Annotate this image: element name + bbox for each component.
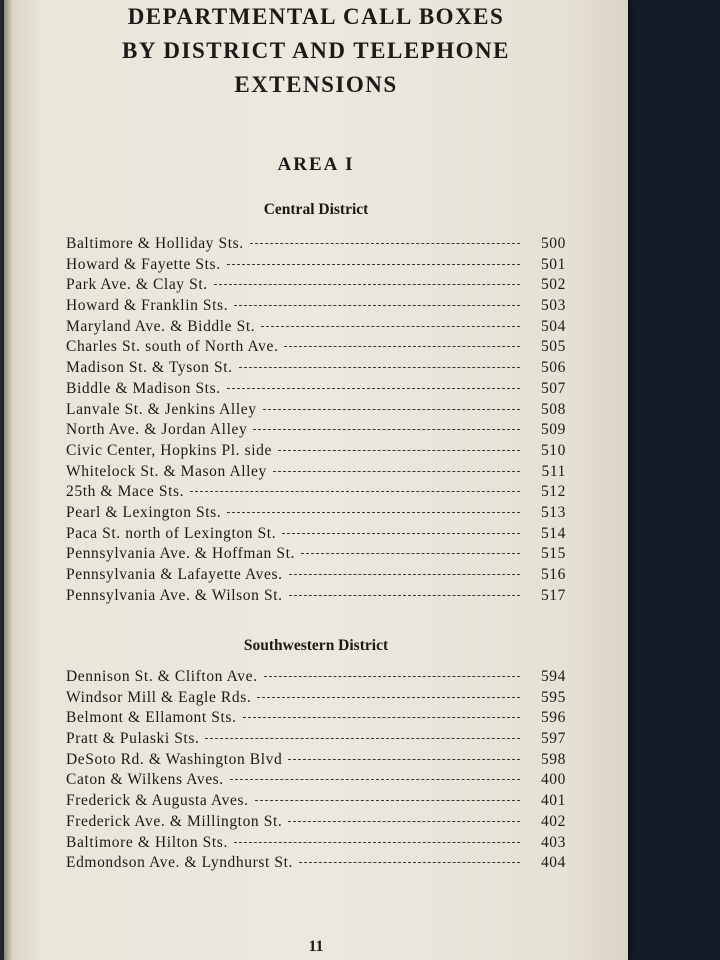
dot-leader [289, 595, 520, 596]
dot-leader [299, 862, 520, 863]
dot-leader [214, 284, 520, 285]
list-item [66, 380, 566, 401]
telephone-extension: 403 [540, 833, 566, 851]
call-box-location: Madison St. & Tyson St. [66, 359, 233, 377]
list-item [66, 401, 566, 422]
telephone-extension: 509 [540, 421, 566, 439]
dot-leader [289, 574, 520, 575]
call-box-location: Pennsylvania Ave. & Wilson St. [66, 586, 283, 604]
call-box-location: Frederick & Augusta Aves. [66, 792, 249, 810]
telephone-extension: 501 [540, 255, 566, 273]
dot-leader [227, 264, 520, 265]
call-box-location: Baltimore & Holliday Sts. [66, 235, 244, 252]
call-box-location: Baltimore & Hilton Sts. [66, 833, 228, 851]
list-item [66, 483, 566, 504]
call-box-location: Howard & Franklin Sts. [66, 297, 229, 315]
page-spine-shadow [4, 0, 12, 960]
dot-leader [278, 450, 520, 451]
call-box-location: Dennison St. & Clifton Ave. [66, 668, 258, 685]
telephone-extension: 508 [540, 400, 566, 418]
central-district-list [66, 235, 566, 607]
telephone-extension: 507 [540, 379, 566, 397]
list-item [66, 566, 566, 587]
telephone-extension: 404 [540, 854, 566, 872]
telephone-extension: 402 [540, 812, 566, 830]
list-item [66, 463, 566, 484]
list-item [66, 668, 566, 689]
dot-leader [257, 697, 520, 698]
district-heading-southwestern: Southwestern District [243, 637, 389, 654]
southwestern-district-list [66, 668, 566, 875]
telephone-extension: 506 [540, 359, 566, 377]
dot-leader [284, 346, 520, 347]
call-box-location: Biddle & Madison Sts. [66, 379, 221, 397]
call-box-location: Caton & Wilkens Aves. [66, 771, 224, 789]
call-box-location: Whitelock St. & Mason Alley [66, 462, 267, 480]
dot-leader [227, 388, 520, 389]
list-item [66, 318, 566, 339]
telephone-extension: 597 [540, 730, 566, 748]
dot-leader [273, 471, 520, 472]
call-box-location: Maryland Ave. & Biddle St. [66, 317, 256, 335]
telephone-extension: 505 [540, 338, 566, 356]
telephone-extension: 504 [540, 317, 566, 335]
telephone-extension: 511 [541, 462, 566, 480]
dot-leader [263, 409, 520, 410]
list-item [66, 421, 566, 442]
list-item [66, 813, 566, 834]
list-item [66, 854, 566, 875]
dot-leader [227, 512, 520, 513]
list-item [66, 504, 566, 525]
list-item [66, 834, 566, 855]
call-box-location: Howard & Fayette Sts. [66, 255, 221, 273]
area-heading: AREA I [277, 154, 355, 175]
dot-leader [250, 243, 520, 244]
call-box-location: DeSoto Rd. & Washington Blvd [66, 750, 283, 768]
title-line-3: EXTENSIONS [234, 72, 398, 97]
dot-leader [255, 800, 520, 801]
dot-leader [230, 779, 520, 780]
telephone-extension: 500 [540, 235, 566, 252]
list-item [66, 792, 566, 813]
call-box-location: Windsor Mill & Eagle Rds. [66, 688, 252, 706]
call-box-location: Pennsylvania & Lafayette Aves. [66, 566, 283, 583]
call-box-location: Paca St. north of Lexington St. [66, 524, 277, 542]
list-item [66, 525, 566, 546]
call-box-location: Edmondson Ave. & Lyndhurst St. [66, 854, 293, 872]
telephone-extension: 598 [540, 750, 566, 768]
dot-leader [282, 533, 520, 534]
dot-leader [234, 842, 520, 843]
telephone-extension: 400 [540, 771, 566, 789]
dot-leader [234, 305, 520, 306]
telephone-extension: 502 [540, 276, 566, 294]
page-number: 11 [308, 938, 324, 955]
list-item [66, 771, 566, 792]
call-box-location: Civic Center, Hopkins Pl. side [66, 441, 272, 459]
list-item [66, 297, 566, 318]
call-box-location: Pennsylvania Ave. & Hoffman St. [66, 545, 295, 563]
dot-leader [301, 553, 520, 554]
dot-leader [205, 738, 520, 739]
list-item [66, 587, 566, 608]
list-item [66, 256, 566, 277]
call-box-location: Lanvale St. & Jenkins Alley [66, 400, 257, 418]
call-box-location: Pearl & Lexington Sts. [66, 503, 222, 521]
telephone-extension: 515 [540, 545, 566, 563]
telephone-extension: 503 [540, 297, 566, 315]
dot-leader [239, 367, 520, 368]
telephone-extension: 516 [540, 566, 566, 583]
call-box-location: Pratt & Pulaski Sts. [66, 730, 200, 748]
title-line-1: DEPARTMENTAL CALL BOXES [127, 4, 505, 29]
dot-leader [288, 821, 520, 822]
telephone-extension: 596 [540, 709, 566, 727]
call-box-location: Charles St. south of North Ave. [66, 338, 279, 356]
list-item [66, 359, 566, 380]
list-item [66, 235, 566, 256]
list-item [66, 751, 566, 772]
list-item [66, 442, 566, 463]
title-line-2: BY DISTRICT AND TELEPHONE [122, 38, 510, 63]
list-item [66, 709, 566, 730]
telephone-extension: 512 [540, 483, 566, 501]
call-box-location: North Ave. & Jordan Alley [66, 421, 248, 439]
telephone-extension: 517 [540, 586, 566, 604]
call-box-location: Frederick Ave. & Millington St. [66, 812, 283, 830]
telephone-extension: 510 [540, 441, 566, 459]
district-heading-central: Central District [263, 201, 369, 218]
dot-leader [261, 326, 520, 327]
dot-leader [253, 429, 520, 430]
call-box-location: Belmont & Ellamont Sts. [66, 709, 237, 727]
telephone-extension: 401 [540, 792, 566, 810]
list-item [66, 730, 566, 751]
list-item [66, 545, 566, 566]
dot-leader [243, 717, 520, 718]
book-page [4, 0, 628, 960]
telephone-extension: 514 [540, 524, 566, 542]
list-item [66, 338, 566, 359]
call-box-location: Park Ave. & Clay St. [66, 276, 208, 294]
list-item [66, 689, 566, 710]
dot-leader [264, 676, 520, 677]
telephone-extension: 595 [540, 688, 566, 706]
dot-leader [288, 759, 520, 760]
call-box-location: 25th & Mace Sts. [66, 483, 185, 501]
telephone-extension: 594 [540, 668, 566, 685]
dot-leader [190, 491, 520, 492]
telephone-extension: 513 [540, 503, 566, 521]
list-item [66, 276, 566, 297]
